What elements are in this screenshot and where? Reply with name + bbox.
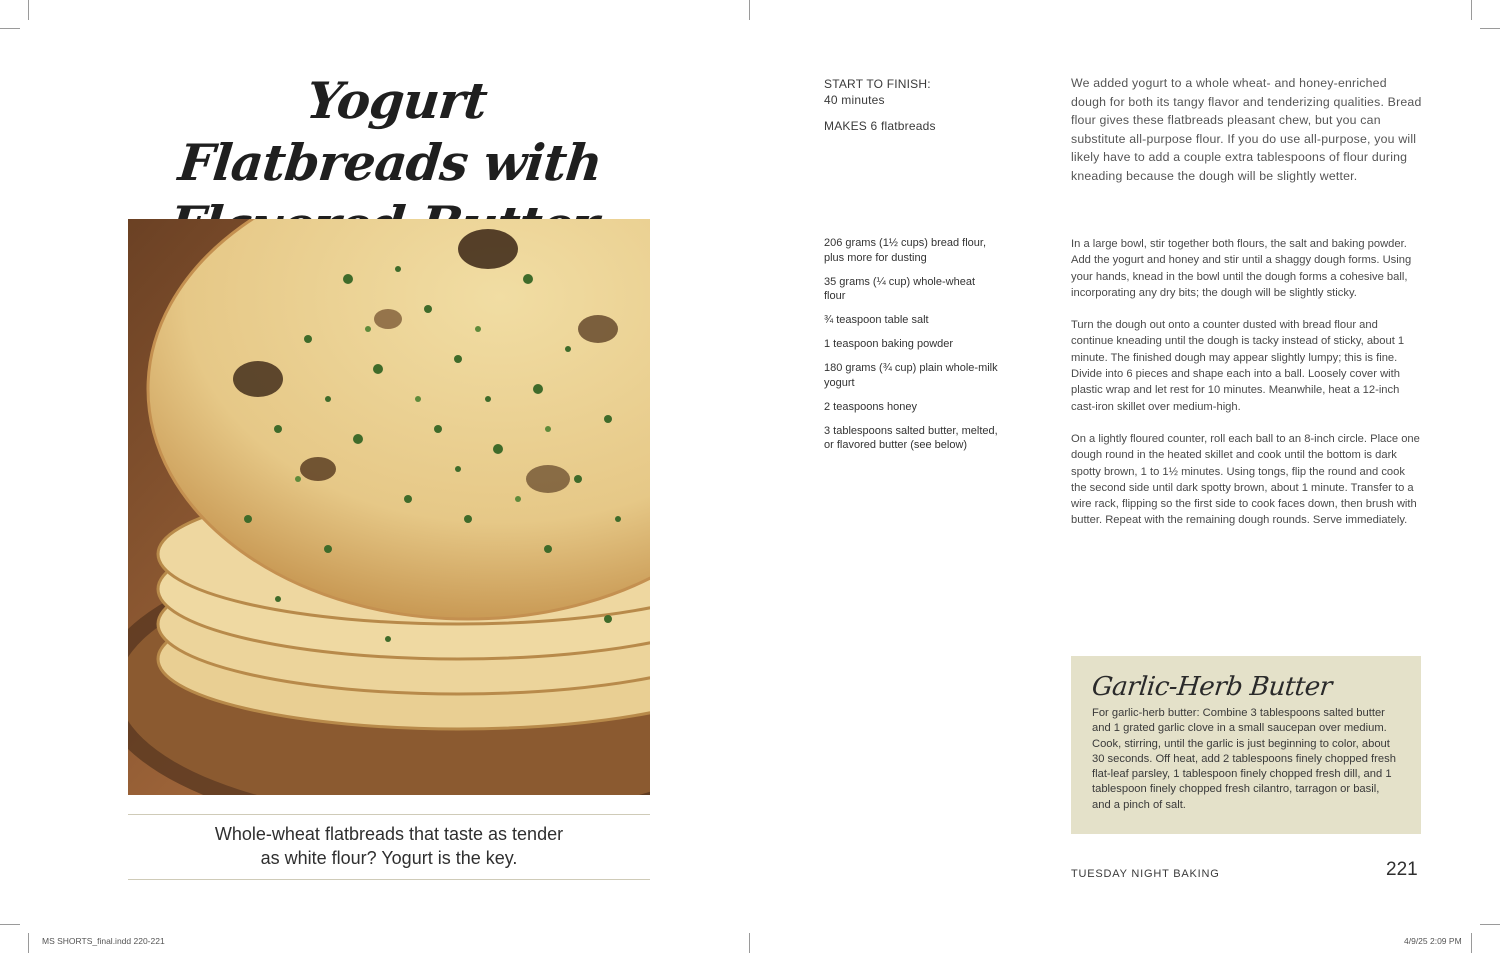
ingredient-item: 206 grams (1½ cups) bread flour, plus more for dusting [824, 237, 987, 264]
crop-mark [1471, 933, 1472, 953]
ingredient-item: 3 tablespoons salted butter, melted, or flavored butter (see below) [824, 424, 998, 452]
start-to-finish-label: START TO FINISH: [824, 77, 931, 91]
tagline-top-rule [128, 814, 650, 815]
recipe-meta [824, 76, 1024, 134]
tagline-line2: as white flour? Yogurt is the key. [260, 848, 518, 868]
ingredient-item: 1 teaspoon baking powder [824, 338, 954, 351]
recipe-steps [1071, 236, 1423, 545]
ingredient-item: 2 teaspoons honey [824, 400, 917, 413]
recipe-step: On a lightly floured counter, roll each ball to an 8-inch circle. Place one dough round in the heated skillet and cook until the bottom is dark spotty brown, 1 to 1½ minutes. Using tongs, flip the round and cook the second side until dark spotty brown, about 1 minute. Transfer to a wire rack, flipping so the first side to cook faces down, then brush with butter. Repeat with the remaining dough rounds. Serve immediately. [1071, 432, 1420, 527]
ingredient-item: ¾ teaspoon table salt [824, 314, 929, 327]
recipe-step: In a large bowl, stir together both flours, the salt and baking powder. Add the yogurt and honey and stir until a shaggy dough forms. Using your hands, knead in the bowl until the dough forms a cohesive ball, incorporating any dry bits; the dough will be slightly sticky. [1071, 238, 1412, 299]
start-to-finish-value: 40 minutes [824, 93, 885, 107]
crop-mark [1480, 28, 1500, 29]
crop-mark [749, 0, 750, 20]
sidebar-title: Garlic-Herb Butter [1090, 672, 1334, 702]
stacked-flatbreads-photo [128, 219, 650, 795]
ingredient-item: 35 grams (¼ cup) whole-wheat flour [824, 275, 976, 303]
crop-mark [0, 28, 20, 29]
crop-mark [1471, 0, 1472, 20]
page-number: 221 [1386, 859, 1418, 880]
crop-mark [1480, 924, 1500, 925]
tagline-bottom-rule [128, 879, 650, 880]
recipe-step: Turn the dough out onto a counter dusted with bread flour and continue kneading until the dough is tacky instead of sticky, about 1 minute. The finished dough may appear slightly lumpy; this is fine. Divide into 6 pieces and shape each into a ball. Loosely cover with plastic wrap and let rest for 10 minutes. Meanwhile, heat a 12-inch cast-iron skillet over medium-high. [1071, 319, 1405, 413]
tagline [128, 822, 650, 870]
crop-mark [28, 933, 29, 953]
print-slug-date: 4/9/25 2:09 PM [1404, 936, 1462, 946]
yield: MAKES 6 flatbreads [824, 119, 936, 133]
recipe-intro: We added yogurt to a whole wheat- and honey-enriched dough for both its tangy flavor and tenderizing qualities. Bread flour gives these flatbreads pleasant chew, but you can substitute all-purpose flour. If you do use all-purpose, you will likely have to add a couple extra tablespoons of flour during kneading because the dough will be slightly wetter. [1071, 76, 1422, 183]
section-footer: TUESDAY NIGHT BAKING [1071, 868, 1220, 880]
ingredient-list [824, 236, 999, 462]
tagline-line1: Whole-wheat flatbreads that taste as tender [214, 824, 564, 844]
ingredient-item: 180 grams (¾ cup) plain whole-milk yogurt [824, 362, 998, 389]
sidebar-body: For garlic-herb butter: Combine 3 tablespoons salted butter and 1 grated garlic clove in a small saucepan over medium. Cook, stirring, until the garlic is just beginning to color, about 30 seconds. Off heat, add 2 tablespoons finely chopped fresh flat-leaf parsley, 1 tablespoon finely chopped fresh dill, and 1 tablespoon finely chopped fresh cilantro, tarragon or basil, and a pinch of salt. [1092, 707, 1396, 811]
garlic-herb-butter-sidebar [1071, 656, 1421, 834]
crop-mark [0, 924, 20, 925]
crop-mark [749, 933, 750, 953]
recipe-title-line1: Yogurt Flatbreads with [175, 71, 605, 192]
print-slug-file: MS SHORTS_final.indd 220-221 [42, 936, 165, 946]
crop-mark [28, 0, 29, 20]
